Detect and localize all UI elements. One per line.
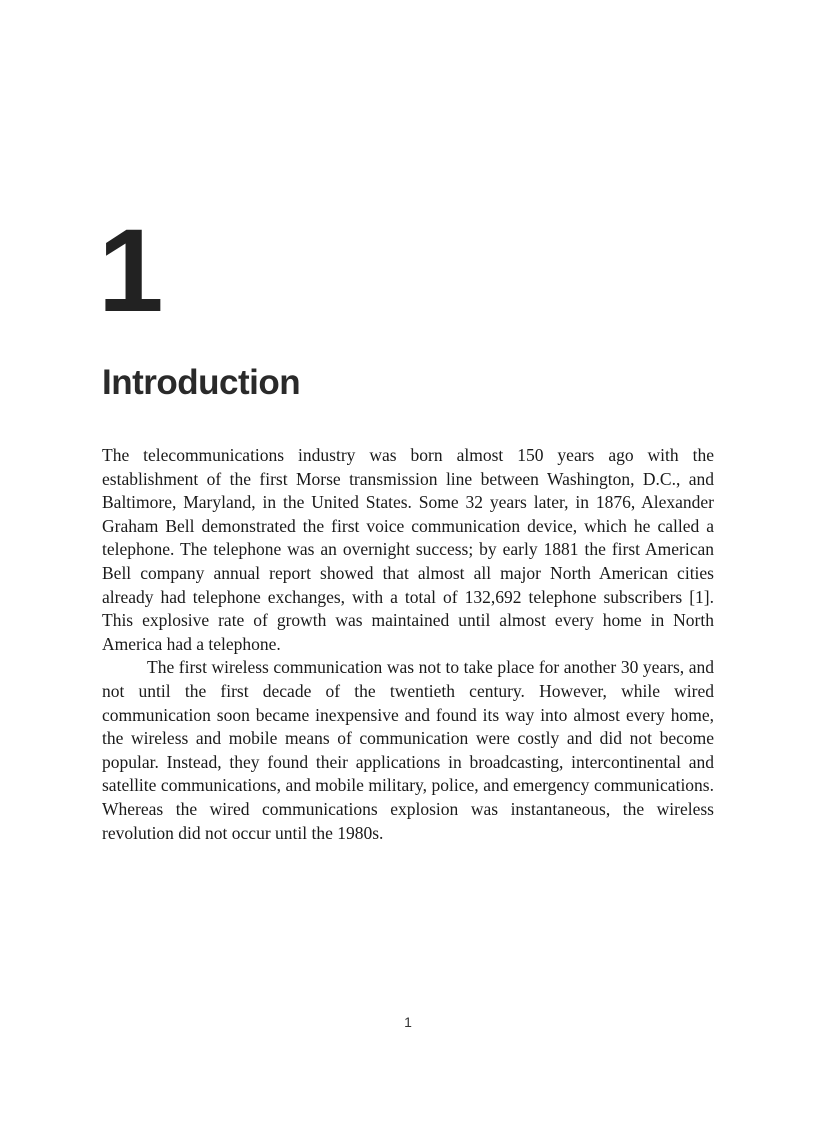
chapter-title: Introduction [102,363,301,402]
chapter-body [102,444,714,845]
body-paragraph-2: The first wireless communication was not to take place for another 30 years, and not until the first decade of the twentieth century. However, while wired communication soon became inexpensive and found its way into almost every home, the wireless and mobile means of communication were costly and did not become popular. Instead, they found their applications in broadcasting, intercontinental and satellite communications, and mobile military, police, and emergency communications. Whereas the wired communications explosion was instantaneous, the wireless revolution did not occur until the 1980s. [102,657,714,843]
page-number: 1 [404,1014,412,1030]
chapter-number: 1 [98,205,162,337]
body-paragraph-1: The telecommunications industry was born almost 150 years ago with the establishment of the first Morse transmission line between Washington, D.C., and Baltimore, Maryland, in the United States. Some 32 years later, in 1876, Alexander Graham Bell demonstrated the first voice communication device, which he called a telephone. The telephone was an overnight success; by early 1881 the first American Bell company annual report showed that almost all major North American cities already had telephone exchanges, with a total of 132,692 telephone subscribers [1]. This explosive rate of growth was maintained until almost every home in North America had a telephone. [102,445,714,654]
